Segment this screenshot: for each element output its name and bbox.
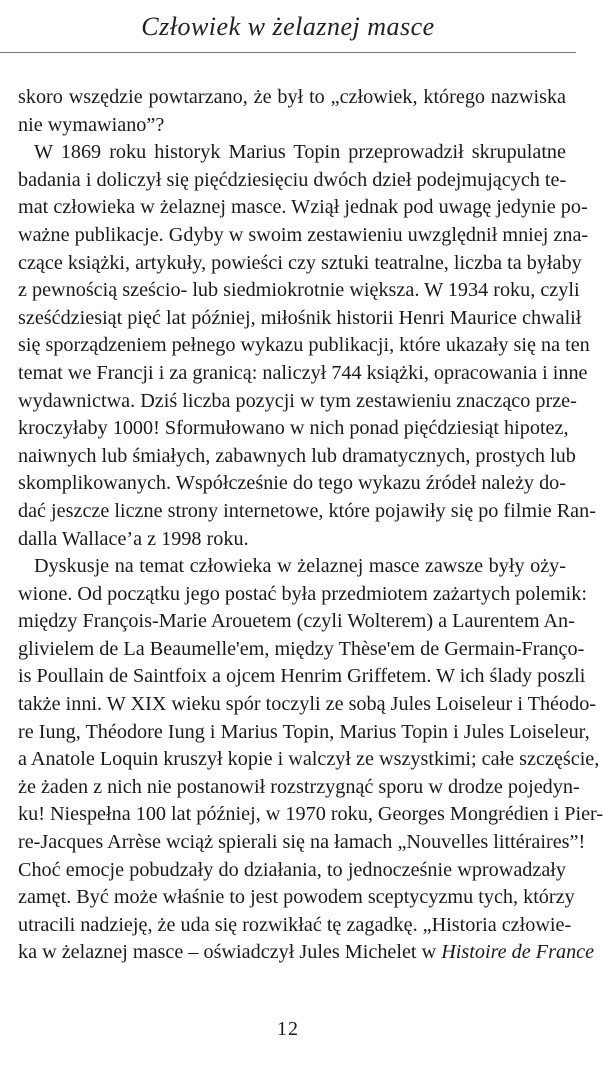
text-line: badania i doliczył się pięćdziesięciu dwóch dzieł podejmujących te- <box>18 168 567 191</box>
text-line: re Iung, Théodore Iung i Marius Topin, Marius Topin i Jules Loiseleur, <box>18 720 590 743</box>
text-line: się sporządzeniem pełnego wykazu publikacji, które ukazały się na ten <box>18 334 590 357</box>
text-line: ważne publikacje. Gdyby w swoim zestawieniu uwzględnił mniej zna- <box>18 223 589 246</box>
text-line-with-italic <box>18 939 595 967</box>
text-line: wydawnictwa. Dziś liczba pozycji w tym zestawieniu znacząco prze- <box>18 389 577 412</box>
text-line: mat człowieka w żelaznej masce. Wziął jednak pod uwagę jedynie po- <box>18 196 588 219</box>
body-text <box>18 84 603 967</box>
text-line: kroczyłaby 1000! Sformułowano w nich ponad pięćdziesiąt hipotez, <box>18 417 569 440</box>
text-line: Choć emocje pobudzały do działania, to jednocześnie wprowadzały <box>18 858 566 881</box>
text-line: z pewnością sześcio- lub siedmiokrotnie większa. W 1934 roku, czyli <box>18 279 580 302</box>
text-line: glivielem de La Beaumelle'em, między Thèse'em de Germain-Franço- <box>18 637 585 660</box>
text-line: wione. Od początku jego postać była przedmiotem zażartych polemik: <box>18 582 587 605</box>
text-line: a Anatole Loquin kruszył kopie i walczył ze wszystkimi; całe szczęście, <box>18 748 600 771</box>
italic-book-title: Histoire de France <box>441 941 595 964</box>
text-line: naiwnych lub śmiałych, zabawnych lub dramatycznych, prostych lub <box>18 444 576 467</box>
running-header-title: Człowiek w żelaznej masce <box>141 12 435 41</box>
text-line: ku! Niespełna 100 lat później, w 1970 roku, Georges Mongrédien i Pier- <box>18 803 603 826</box>
page-number: 12 <box>277 1018 299 1040</box>
text-line: is Poullain de Saintfoix a ojcem Henrim Griffetem. W ich ślady poszli <box>18 665 586 688</box>
text-line: skomplikowanych. Współcześnie do tego wykazu źródeł należy do- <box>18 472 566 495</box>
text-line: że żaden z nich nie postanowił rozstrzygnąć sporu w drodze pojedyn- <box>18 775 580 798</box>
text-line: między François-Marie Arouetem (czyli Wolterem) a Laurentem An- <box>18 610 575 633</box>
text-line: utracili nadzieję, że uda się rozwikłać tę zagadkę. „Historia człowie- <box>18 913 572 936</box>
text-line: zamęt. Być może właśnie to jest powodem sceptycyzmu tych, którzy <box>18 886 575 909</box>
text-line: W 1869 roku historyk Marius Topin przeprowadził skrupulatne <box>34 141 566 164</box>
text-line: Dyskusje na temat człowieka w żelaznej masce zawsze były oży- <box>34 555 566 578</box>
text-line: dalla Wallace’a z 1998 roku. <box>18 527 249 550</box>
text-segment: ka w żelaznej masce – oświadczył Jules Michelet w <box>18 941 437 964</box>
text-line: sześćdziesiąt pięć lat później, miłośnik historii Henri Maurice chwalił <box>18 306 582 329</box>
header-rule <box>0 52 576 53</box>
text-line: czące książki, artykuły, powieści czy sztuki teatralne, liczba ta byłaby <box>18 251 582 274</box>
running-header <box>0 4 576 56</box>
text-line: skoro wszędzie powtarzano, że był to „człowiek, którego nazwiska <box>18 86 566 108</box>
text-line: temat we Francji i za granicą: naliczył 744 książki, opracowania i inne <box>18 361 588 384</box>
text-line: także inni. W XIX wieku spór toczyli ze sobą Jules Loiseleur i Théodo- <box>18 693 597 716</box>
text-line: re-Jacques Arrèse wciąż spierali się na łamach „Nouvelles littéraires”! <box>18 831 586 854</box>
text-line: nie wymawiano”? <box>18 113 165 136</box>
text-line: dać jeszcze liczne strony internetowe, które pojawiły się po filmie Ran- <box>18 499 596 522</box>
